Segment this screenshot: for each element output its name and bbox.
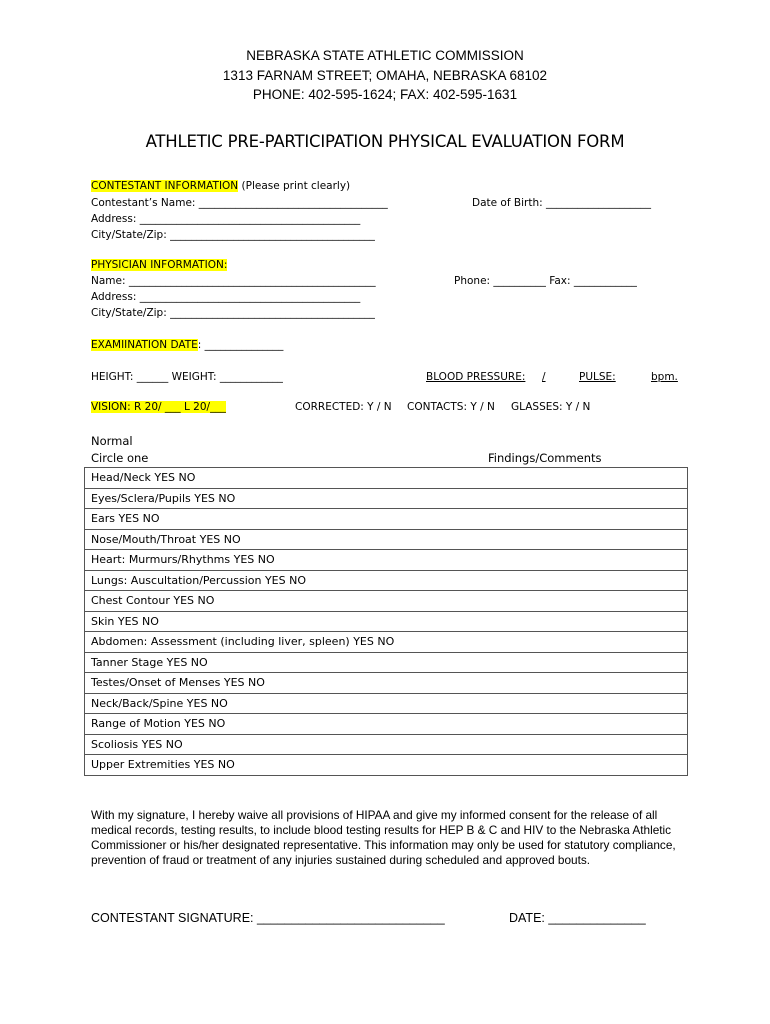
height-weight-field[interactable]: HEIGHT: ______ WEIGHT: ____________ — [91, 371, 283, 383]
contestant-section-heading — [91, 180, 350, 192]
exam-date-blank: : _______________ — [197, 339, 284, 351]
blood-pressure-slash: / — [542, 371, 546, 383]
exam-table — [84, 467, 688, 776]
physician-city-field[interactable]: City/State/Zip: _______________________________________ — [91, 307, 375, 319]
vision-field[interactable]: VISION: R 20/ ___ L 20/___ — [91, 401, 226, 413]
physician-heading: PHYSICIAN INFORMATION: — [91, 259, 228, 271]
table-row[interactable]: Nose/Mouth/Throat YES NO — [85, 530, 687, 551]
table-row[interactable]: Testes/Onset of Menses YES NO — [85, 673, 687, 694]
bpm-label: bpm. — [651, 371, 678, 383]
table-row[interactable]: Head/Neck YES NO — [85, 468, 687, 489]
table-row[interactable]: Scoliosis YES NO — [85, 735, 687, 756]
consent-paragraph: With my signature, I hereby waive all provisions of HIPAA and give my informed consent for the release of all medical records, testing results, to include blood testing results for HEP B & C and HIV to the Nebraska Athletic Commissioner or his/her designated representative. This information may only be used for statutory compliance, prevention of fraud or treatment of any injuries sustained during scheduled and approved bouts. — [91, 808, 676, 867]
physician-name-field[interactable]: Name: _______________________________________________ — [91, 275, 376, 287]
pulse-label[interactable]: PULSE: — [579, 371, 616, 383]
table-row[interactable]: Lungs: Auscultation/Percussion YES NO — [85, 571, 687, 592]
glasses-field[interactable]: GLASSES: Y / N — [511, 401, 591, 413]
table-row[interactable]: Upper Extremities YES NO — [85, 755, 687, 776]
table-row[interactable]: Heart: Murmurs/Rhythms YES NO — [85, 550, 687, 571]
org-phone: PHONE: 402-595-1624; FAX: 402-595-1631 — [252, 87, 518, 102]
physician-address-field[interactable]: Address: __________________________________________ — [91, 291, 361, 303]
contestant-name-field[interactable]: Contestant’s Name: ____________________________________ — [91, 197, 388, 209]
contestant-city-field[interactable]: City/State/Zip: _______________________________________ — [91, 229, 375, 241]
blood-pressure-label[interactable]: BLOOD PRESSURE: — [426, 371, 526, 383]
physician-section-heading — [91, 259, 227, 271]
contestant-address-field[interactable]: Address: __________________________________________ — [91, 213, 361, 225]
org-address: 1313 FARNAM STREET; OMAHA, NEBRASKA 68102 — [222, 68, 548, 83]
contacts-field[interactable]: CONTACTS: Y / N — [407, 401, 495, 413]
physician-phone-fax-field[interactable]: Phone: __________ Fax: ____________ — [454, 275, 637, 287]
contestant-signature-field[interactable]: CONTESTANT SIGNATURE: ___________________________ — [91, 911, 445, 925]
table-row[interactable]: Eyes/Sclera/Pupils YES NO — [85, 489, 687, 510]
normal-label: Normal — [91, 434, 133, 448]
table-row[interactable]: Range of Motion YES NO — [85, 714, 687, 735]
table-row[interactable]: Abdomen: Assessment (including liver, spleen) YES NO — [85, 632, 687, 653]
contestant-heading: CONTESTANT INFORMATION — [91, 180, 239, 192]
contestant-note: (Please print clearly) — [238, 180, 351, 192]
signature-date-field[interactable]: DATE: ______________ — [509, 911, 646, 925]
findings-comments-label: Findings/Comments — [488, 451, 602, 465]
table-row[interactable]: Chest Contour YES NO — [85, 591, 687, 612]
table-row[interactable]: Tanner Stage YES NO — [85, 653, 687, 674]
table-row[interactable]: Ears YES NO — [85, 509, 687, 530]
exam-date-label: EXAMIINATION DATE — [91, 339, 198, 351]
table-row[interactable]: Skin YES NO — [85, 612, 687, 633]
contestant-dob-field[interactable]: Date of Birth: ____________________ — [472, 197, 651, 209]
form-title: ATHLETIC PRE-PARTICIPATION PHYSICAL EVALUATION FORM — [145, 132, 625, 151]
circle-one-label: Circle one — [91, 451, 149, 465]
corrected-field[interactable]: CORRECTED: Y / N — [295, 401, 392, 413]
org-name: NEBRASKA STATE ATHLETIC COMMISSION — [246, 48, 524, 63]
table-row[interactable]: Neck/Back/Spine YES NO — [85, 694, 687, 715]
exam-date-field[interactable] — [91, 339, 283, 351]
